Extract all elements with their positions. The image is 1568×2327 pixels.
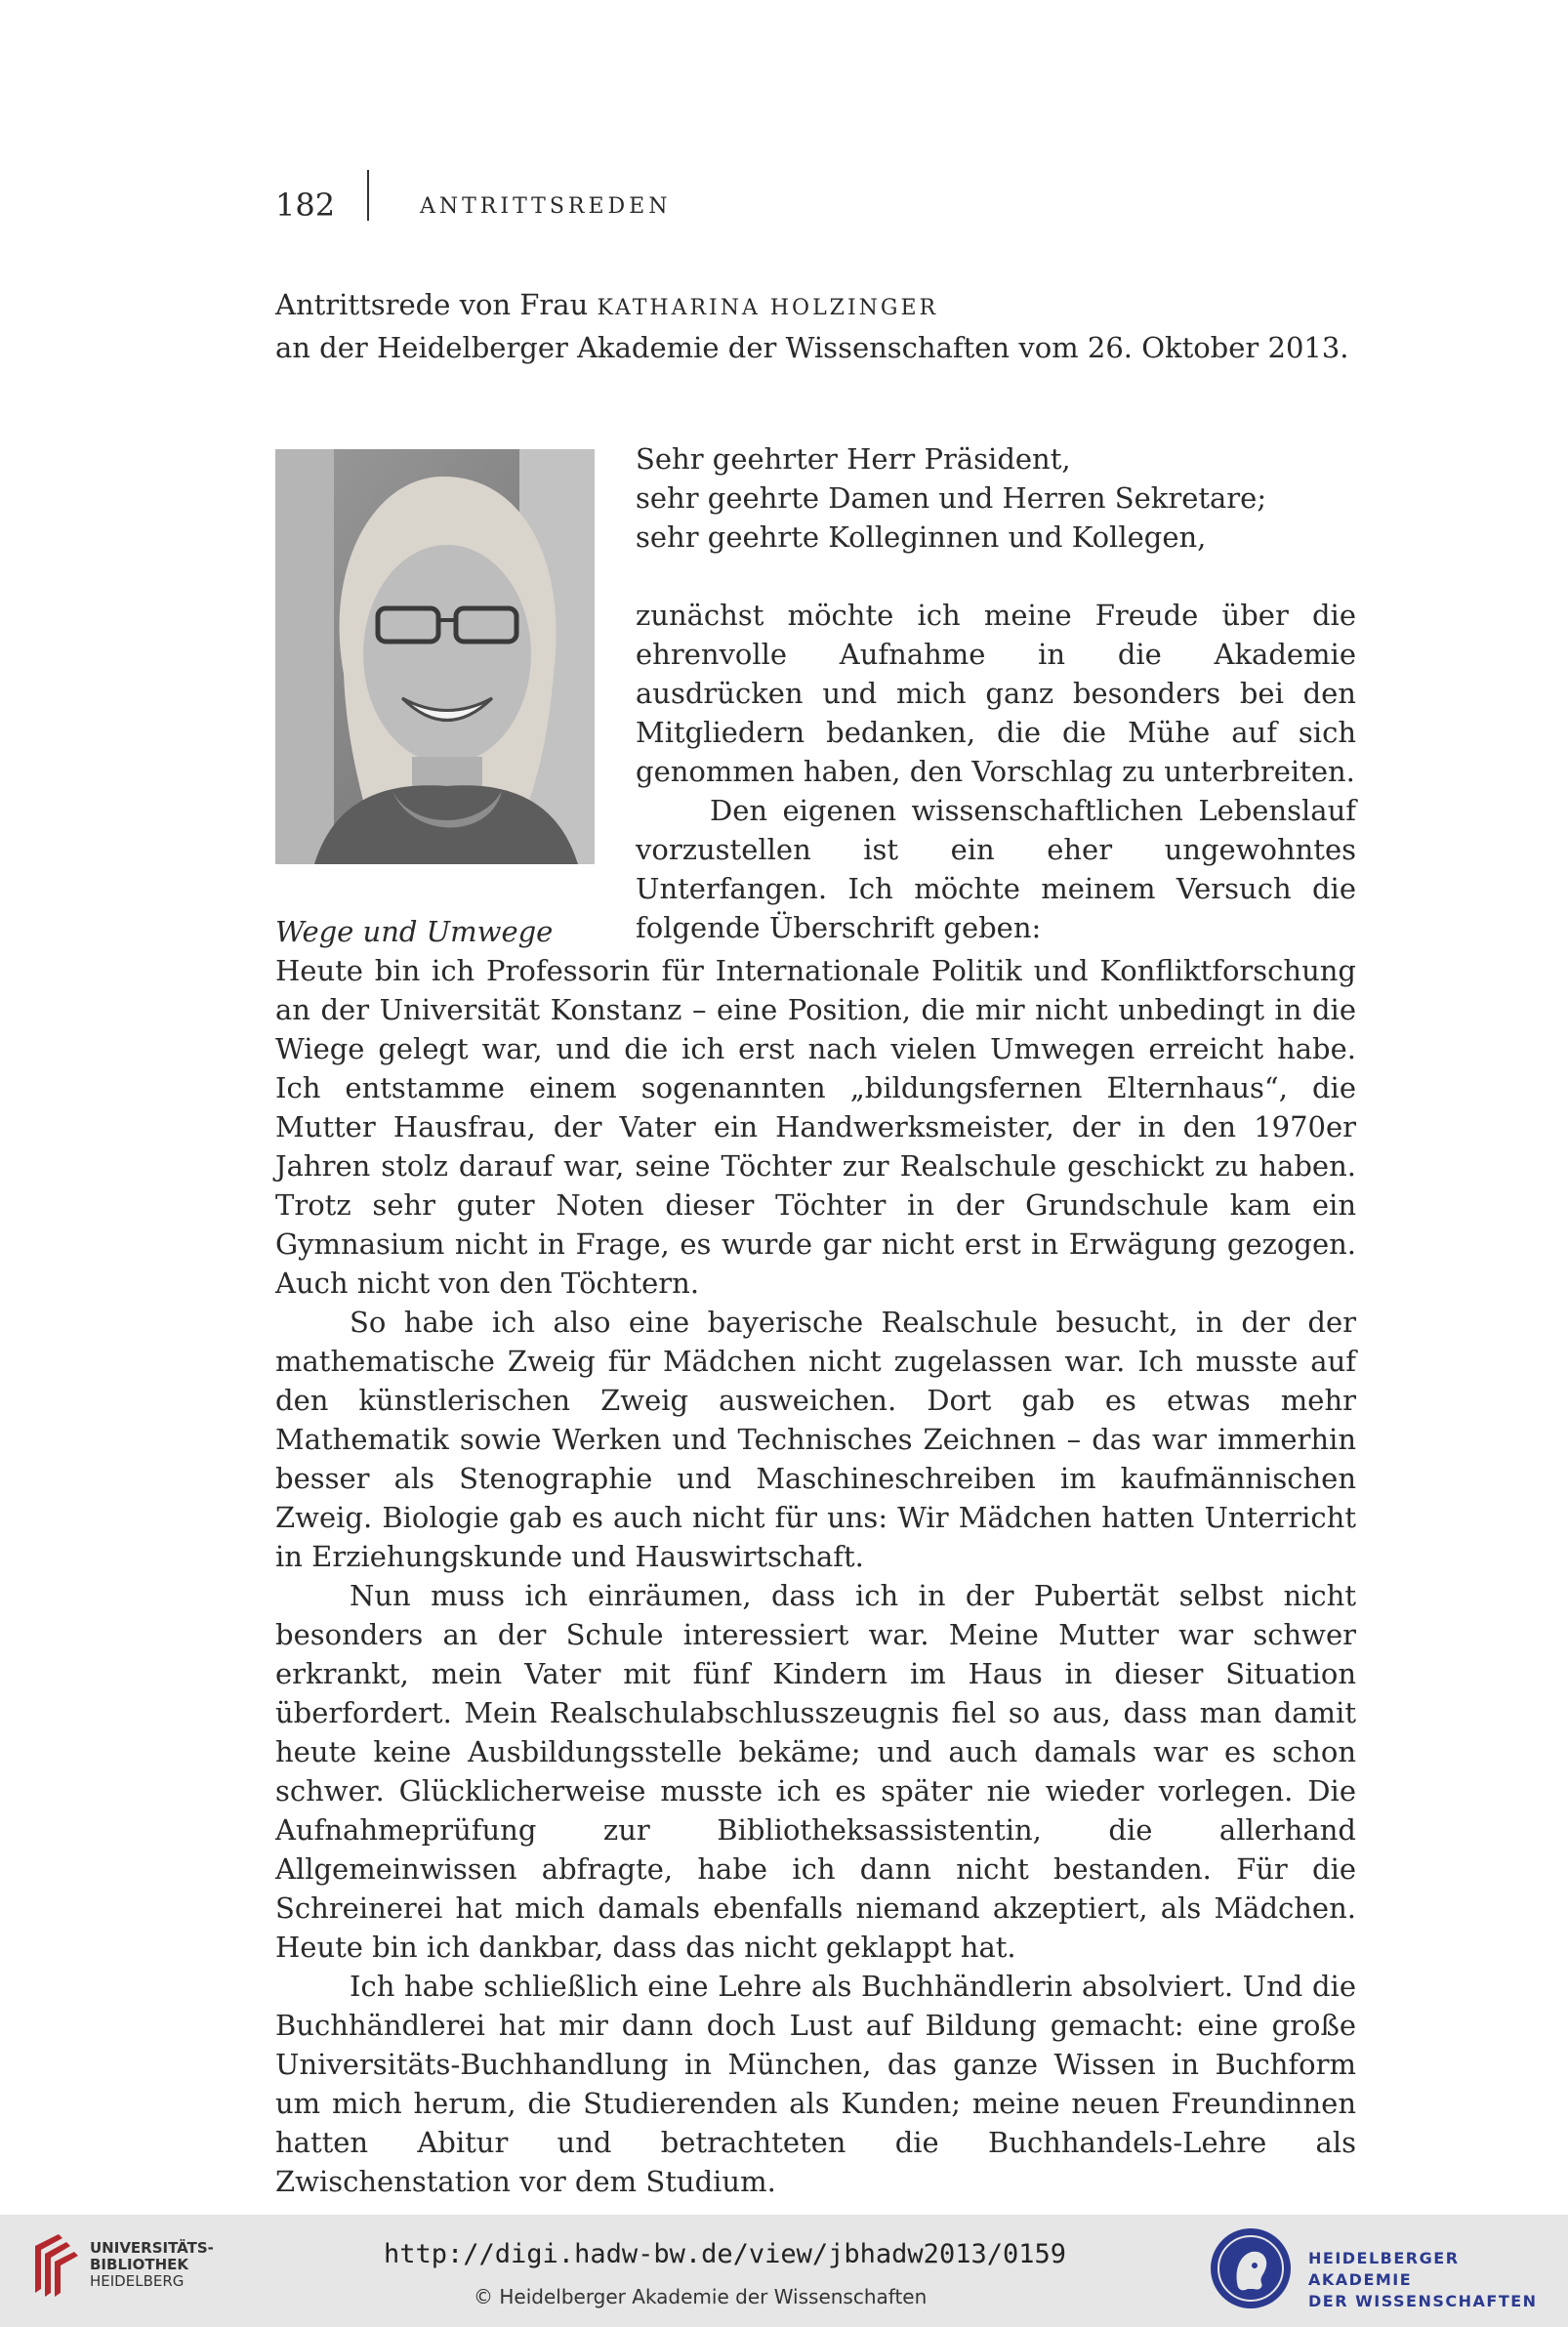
body-paragraph-1: Heute bin ich Professorin für Internationale Politik und Konfliktforschung an der Universität Konstanz – eine Position, die mir nicht unbedingt in die Wiege gelegt war, und die ich erst nach vielen Umwegen erreicht habe. Ich entstamme einem sogenannten „bildungsfernen Elternhaus“, die Mutter Hausfrau, der Vater ein Handwerksmeister, der in den 1970er Jahren stolz darauf war, seine Töchter zur Realschule geschickt zu haben. Trotz sehr guter Noten dieser Töchter in der Grundschule kam ein Gymnasium nicht in Frage, es wurde gar nicht erst in Erwägung gezogen. Auch nicht von den Töchtern.: [275, 954, 1356, 1300]
ub-line-1: UNIVERSITÄTS-: [90, 2239, 214, 2257]
salutation: [636, 439, 1356, 557]
ub-logo-graphic: [29, 2228, 88, 2299]
speaker-name: KATHARINA HOLZINGER: [597, 296, 939, 320]
salutation-line-1: Sehr geehrter Herr Präsident,: [636, 442, 1071, 476]
copyright-notice: © Heidelberger Akademie der Wissenschaften: [474, 2285, 928, 2308]
source-url-link[interactable]: http://digi.hadw-bw.de/view/jbhadw2013/0159: [384, 2239, 1066, 2269]
intro-line-2: an der Heidelberger Akademie der Wissenschaften vom 26. Oktober 2013.: [275, 331, 1349, 364]
opening-paragraph-1: zunächst möchte ich meine Freude über die ehrenvolle Aufnahme in die Akademie ausdrücken und mich ganz besonders bei den Mitgliedern bedanken, die die Mühe auf sich genommen haben, den Vorschlag zu unterbreiten.: [636, 599, 1356, 788]
ub-line-3: HEIDELBERG: [90, 2272, 185, 2290]
ub-line-2: BIBLIOTHEK: [90, 2256, 188, 2273]
body-paragraph-3: Nun muss ich einräumen, dass ich in der Pubertät selbst nicht besonders an der Schule interessiert war. Meine Mutter war schwer erkrankt, mein Vater mit fünf Kindern im Haus in dieser Situation überfordert. Mein Realschulabschlusszeugnis fiel so aus, dass man damit heute keine Ausbildungsstelle bekäme; und auch damals war es schon schwer. Glücklicherweise musste ich es später nie wieder vorlegen. Die Aufnahmeprüfung zur Bibliotheksassistentin, die allerhand Allgemeinwissen abfragte, habe ich dann nicht bestanden. Für die Schreinerei hat mich damals ebenfalls niemand akzeptiert, als Mädchen. Heute bin ich dankbar, dass das nicht geklappt hat.: [275, 1579, 1356, 1964]
opening-paragraph-2: Den eigenen wissenschaftlichen Lebenslauf vorzustellen ist ein eher ungewohntes Unterfangen. Ich möchte meinem Versuch die folgende Überschrift geben:: [636, 794, 1356, 944]
page-number: 182: [275, 187, 336, 224]
ub-heidelberg-logo-icon[interactable]: [29, 2228, 88, 2299]
section-title: Wege und Umwege: [275, 915, 554, 948]
hadw-name: [1308, 2248, 1568, 2312]
intro-prefix: Antrittsrede von Frau: [275, 288, 598, 321]
hadw-seal-icon[interactable]: [1209, 2226, 1293, 2310]
intro-line-1: [275, 285, 1369, 328]
body-paragraph-2: So habe ich also eine bayerische Realschule besucht, in der der mathematische Zweig für Mädchen nicht zugelassen war. Ich musste auf den künstlerischen Zweig ausweichen. Dort gab es etwas mehr Mathematik sowie Werken und Technisches Zeichnen – das war immerhin besser als Stenographie und Maschineschreiben im kaufmännischen Zweig. Biologie gab es auch nicht für uns: Wir Mädchen hatten Unterricht in Erziehungskunde und Hauswirtschaft.: [275, 1306, 1356, 1573]
hadw-line-2: DER WISSENSCHAFTEN: [1308, 2292, 1538, 2310]
salutation-line-3: sehr geehrte Kolleginnen und Kollegen,: [636, 520, 1207, 554]
portrait-photo: [275, 449, 595, 864]
header-divider: [367, 170, 369, 221]
salutation-line-2: sehr geehrte Damen und Herren Sekretare;: [636, 481, 1267, 515]
body-text: [275, 951, 1356, 2201]
hadw-seal-graphic: [1209, 2226, 1293, 2310]
ub-heidelberg-name: [90, 2240, 214, 2290]
running-head: ANTRITTSREDEN: [420, 194, 672, 219]
opening-paragraphs: [636, 596, 1356, 947]
speaker-portrait: [275, 449, 595, 864]
body-paragraph-4: Ich habe schließlich eine Lehre als Buchhändlerin absolviert. Und die Buchhändlerei hat mir dann doch Lust auf Bildung gemacht: eine große Universitäts-Buchhandlung in München, das ganze Wissen in Buchform um mich herum, die Studierenden als Kunden; meine neuen Freundinnen hatten Abitur und betrachteten die Buchhandels-Lehre als Zwischenstation vor dem Studium.: [275, 1970, 1356, 2198]
hadw-line-1: HEIDELBERGER AKADEMIE: [1308, 2249, 1460, 2289]
intro: [275, 285, 1369, 367]
